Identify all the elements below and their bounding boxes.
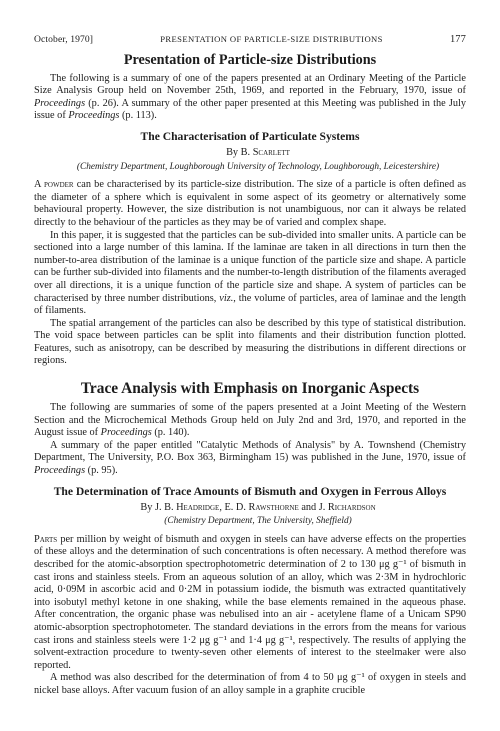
paragraph: In this paper, it is suggested that the particles can be sub-divided into smaller units. A particle can be sectioned into a large number of this lamina. If the laminae are taken in all directions in turn then the number-to-area distribution of the laminae is a unique function of the particle size and shape. A particle can be further sub-divided into filaments and the number-to-length distribution of the filaments averaged over all directions, it is a unique function of the particle size and shape. A system of particles can be characterised by three number distributions, viz., the volume of particles, area of laminae and the length of filaments.	[34, 229, 466, 317]
page-number: 177	[449, 34, 466, 45]
issue-date: October, 1970]	[34, 34, 94, 45]
author-affiliation: (Chemistry Department, Loughborough University of Technology, Loughborough, Leicestershire)	[76, 161, 440, 172]
section-title: Presentation of Particle-size Distributions	[123, 51, 377, 68]
paper-title: The Characterisation of Particulate Systems	[140, 129, 360, 143]
author-byline: By J. B. Headridge, E. D. Rawsthorne and J. Richardson	[140, 501, 376, 513]
paragraph: A method was also described for the determination of from 4 to 50 μg g⁻¹ of oxygen in steels and nickel base alloys. After vacuum fusion of an alloy sample in a graphite crucible	[34, 672, 466, 696]
section-intro: The following is a summary of one of the papers presented at an Ordinary Meeting of the Particle Size Analysis Group held on November 25th, 1969, and reported in the February, 1970, issue of Proceedings (p. 26). A summary of the other paper presented at this Meeting was published in the July issue of Proceedings (p. 113).	[34, 72, 466, 122]
running-title: PRESENTATION OF PARTICLE-SIZE DISTRIBUTIONS	[160, 34, 383, 44]
paragraph: The spatial arrangement of the particles can also be described by this type of statistical distribution. The void space between particles can be split into filaments and their distribution function plotted. Features, such as anisotropy, can be described by measuring the distributions in different directions or regions.	[34, 317, 466, 367]
section-title: Trace Analysis with Emphasis on Inorganic Aspects	[80, 380, 420, 398]
paragraph: Parts per million by weight of bismuth and oxygen in steels can have adverse effects on the properties of these alloys and the determination of such concentrations is often necessary. A method therefore was described for the atomic-absorption spectrophotometric determination of 2 to 130 μg g⁻¹ of bismuth in cast irons and stainless steels. From an aqueous solution of an alloy, which was 2·3M in hydrochloric acid, 0·09M in ascorbic acid and 0·2M in potassium iodide, the bismuth was extracted quantitatively into isobutyl methyl ketone in one shaking, while the base elements remained in the aqueous phase. After concentration, the organic phase was nebulised into an air - acetylene flame of a Unicam SP90 atomic-absorption spectrophotometer. The standard deviations in the errors from the means for various cast irons and stainless steels were 1·2 μg g⁻¹ and 1·4 μg g⁻¹, respectively. The results of applying the solvent-extraction procedure to twenty-seven other elements of interest to the steelmaker were also reported.	[34, 533, 466, 671]
author-byline: By B. Scarlett	[226, 146, 290, 158]
paper-title: The Determination of Trace Amounts of Bismuth and Oxygen in Ferrous Alloys	[53, 484, 447, 498]
running-head	[34, 33, 466, 47]
author-affiliation: (Chemistry Department, The University, Sheffield)	[164, 516, 352, 527]
paragraph: A summary of the paper entitled "Catalytic Methods of Analysis" by A. Townshend (Chemistry Department, The University, P.O. Box 363, Birmingham 15) was published in the June, 1970, issue of Proceedings (p. 95).	[34, 439, 466, 477]
section-intro: The following are summaries of some of the papers presented at a Joint Meeting of the Western Section and the Microchemical Methods Group held on July 2nd and 3rd, 1970, and reported in the August issue of Proceedings (p. 140).	[34, 402, 466, 439]
paragraph: A powder can be characterised by its particle-size distribution. The size of a particle is often defined as the diameter of a sphere which is equivalent in some aspect of its geometry or alternatively some behavioural property. However, the size distribution is not unambiguous, nor can it always be related directly to the behaviour of the particles as they may be of varied and complex shape.	[34, 179, 467, 228]
